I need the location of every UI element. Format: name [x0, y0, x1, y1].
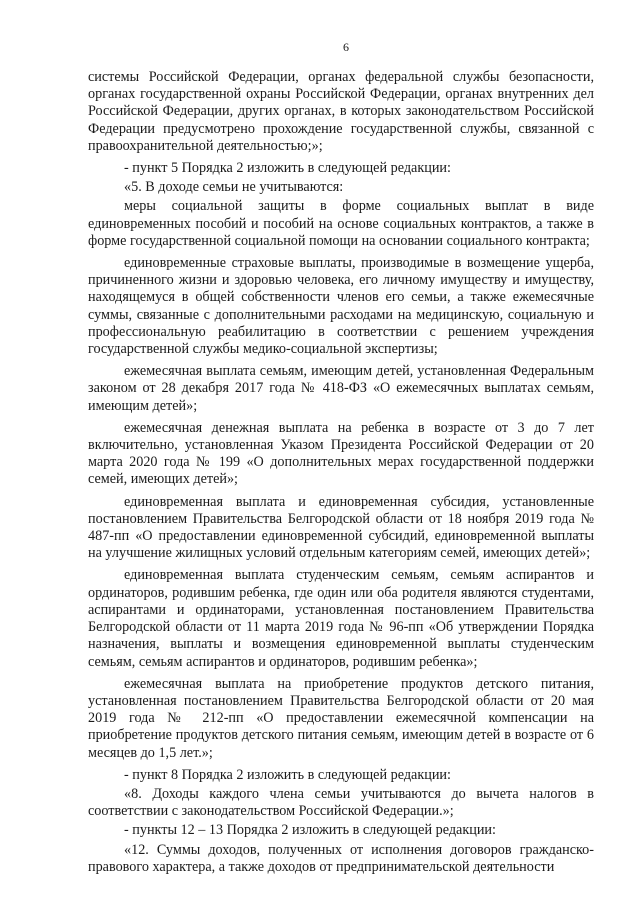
paragraph-9: единовременная выплата студенческим семьям, семьям аспирантов и ординаторов, родившим ребенка, где один или оба родителя являются студентами, аспирантами и ординаторами, установленная постановлением Правительства Белгородской области от 11 марта 2019 года № 96-пп «Об утверждении Порядка назначения, выплаты и возмещения единовременной выплаты студенческим семьям, семьям аспирантов и ординаторов, родившим ребенка»; — [88, 567, 594, 670]
paragraph-6: ежемесячная выплата семьям, имеющим детей, установленная Федеральным законом от 28 декабря 2017 года № 418-ФЗ «О ежемесячных выплатах семьям, имеющим детей»; — [88, 363, 594, 414]
paragraph-5: единовременные страховые выплаты, производимые в возмещение ущерба, причиненного жизни и здоровью человека, его личному имуществу и имуществу, находящемуся в общей собственности членов его семьи, а также ежемесячные суммы, связанные с дополнительными расходами на медицинскую, социальную и профессиональную реабилитацию в соответствии с решением учреждения государственной службы медико-социальной экспертизы; — [88, 255, 594, 358]
page-number: 6 — [343, 40, 349, 54]
paragraph-2: - пункт 5 Порядка 2 изложить в следующей редакции: — [124, 160, 451, 177]
paragraph-7: ежемесячная денежная выплата на ребенка в возрасте от 3 до 7 лет включительно, установленная Указом Президента Российской Федерации от 20 марта 2020 года № 199 «О дополнительных мерах государственной поддержки семей, имеющих детей»; — [88, 419, 594, 488]
paragraph-13: - пункты 12 – 13 Порядка 2 изложить в следующей редакции: — [124, 822, 496, 839]
paragraph-8: единовременная выплата и единовременная субсидия, установленные постановлением Правительства Белгородской области от 18 ноября 2019 года № 487-пп «О предоставлении единовременной субсидий, единовременной выплаты на улучшение жилищных условий отдельным категориям семей, имеющих детей»; — [88, 493, 594, 562]
paragraph-10: ежемесячная выплата на приобретение продуктов детского питания, установленная постановлением Правительства Белгородской области от 20 мая 2019 года № 212-пп «О предоставлении ежемесячной компенсации на приобретение продуктов детского питания семьям, имеющим детей в возрасте от 6 месяцев до 1,5 лет.»; — [88, 675, 594, 761]
paragraph-3: «5. В доходе семьи не учитываются: — [124, 179, 344, 196]
paragraph-1: системы Российской Федерации, органах федеральной службы безопасности, органах государственной охраны Российской Федерации, органах внутренних дел Российской Федерации, других органах, в которых законодательством Российской Федерации предусмотрено прохождение государственной службы, связанной с правоохранительной деятельностью;»; — [88, 69, 594, 154]
paragraph-14: «12. Суммы доходов, полученных от исполнения договоров гражданско-правового характера, а также доходов от предпринимательской деятельности — [88, 841, 594, 875]
paragraph-11: - пункт 8 Порядка 2 изложить в следующей редакции: — [124, 766, 451, 783]
paragraph-12: «8. Доходы каждого члена семьи учитываются до вычета налогов в соответствии с законодательством Российской Федерации.»; — [88, 785, 594, 820]
paragraph-4: меры социальной защиты в форме социальных выплат в виде единовременных пособий и пособий на основе социальных контрактов, а также в форме государственной социальной помощи на основании социального контракта; — [88, 198, 594, 249]
